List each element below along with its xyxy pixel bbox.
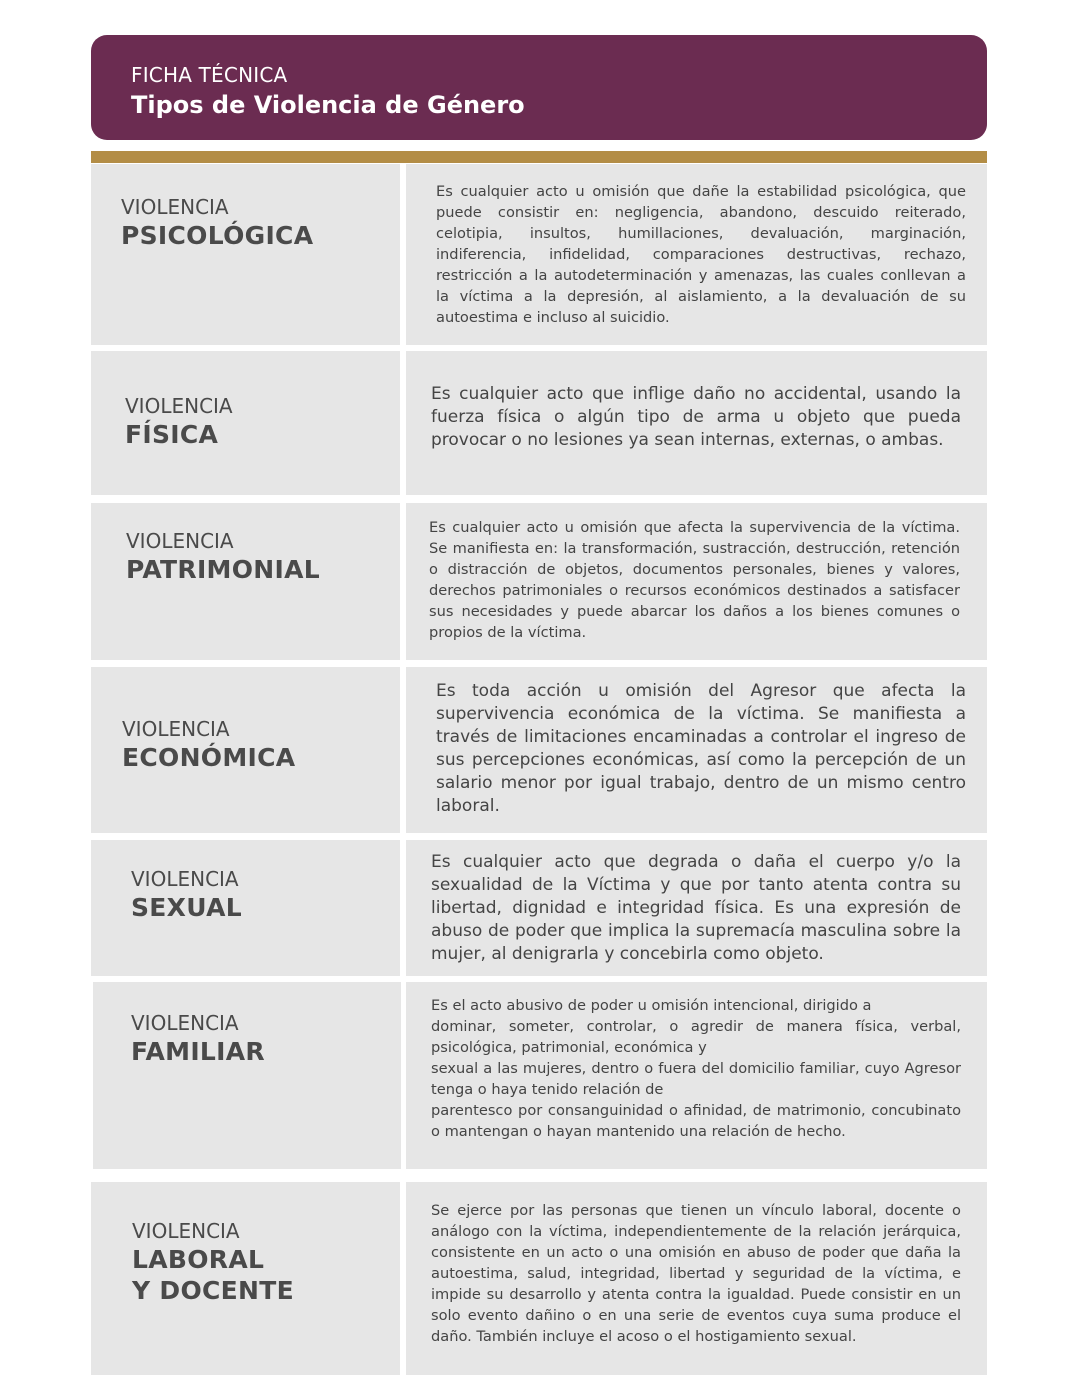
description-cell bbox=[406, 351, 987, 495]
type-description: Es toda acción u omisión del Agresor que afecta la supervivencia económica de la víctima. Se manifiesta a través de limitaciones encaminadas a controlar el ingreso de sus percepciones económicas, así como la percepción de un salario menor por igual trabajo, dentro de un mismo centro laboral. bbox=[436, 681, 966, 816]
type-label: VIOLENCIA bbox=[132, 1219, 240, 1243]
description-cell bbox=[406, 982, 987, 1169]
type-name: LABORAL bbox=[132, 1245, 265, 1274]
header-subtitle: FICHA TÉCNICA bbox=[131, 63, 288, 87]
violence-row-psicologica bbox=[91, 164, 987, 345]
type-label: VIOLENCIA bbox=[131, 867, 239, 891]
header-title: Tipos de Violencia de Género bbox=[131, 91, 525, 119]
violence-row-familiar bbox=[91, 982, 987, 1169]
type-cell bbox=[91, 840, 400, 976]
type-description: Es cualquier acto u omisión que afecta la supervivencia de la víctima. Se manifiesta en: la transformación, sustracción, destrucción, retención o distracción de objetos, documentos personales, bienes y valores, derechos patrimoniales o recursos económicos destinados a satisfacer sus necesidades y puede abarcar los daños a los bienes comunes o propios de la víctima. bbox=[429, 519, 960, 641]
type-description: Es cualquier acto que degrada o daña el cuerpo y/o la sexualidad de la Víctima y que por tanto atenta contra su libertad, dignidad e integridad física. Es una expresión de abuso de poder que implica la supremacía masculina sobre la mujer, al denigrarla y concebirla como objeto. bbox=[431, 852, 961, 964]
type-label: VIOLENCIA bbox=[122, 717, 230, 741]
type-name: Y DOCENTE bbox=[132, 1276, 294, 1305]
type-name: ECONÓMICA bbox=[122, 743, 296, 772]
description-cell bbox=[406, 164, 987, 345]
description-line: Es el acto abusivo de poder u omisión intencional, dirigido a bbox=[431, 997, 872, 1014]
description-cell bbox=[406, 667, 987, 833]
accent-divider bbox=[91, 151, 987, 163]
violence-row-fisica bbox=[91, 351, 987, 495]
description-line: parentesco por consanguinidad o afinidad, de matrimonio, concubinato o mantengan o hayan mantenido una relación de hecho. bbox=[431, 1102, 961, 1140]
type-description bbox=[431, 995, 961, 1142]
type-cell bbox=[91, 667, 400, 833]
type-cell bbox=[91, 503, 400, 660]
type-name: FÍSICA bbox=[125, 420, 219, 449]
type-label: VIOLENCIA bbox=[125, 394, 233, 418]
type-name: SEXUAL bbox=[131, 893, 242, 922]
type-description: Se ejerce por las personas que tienen un vínculo laboral, docente o análogo con la víctima, independientemente de la relación jerárquica, consistente en un acto o una omisión en abuso de poder que daña la autoestima, salud, integridad, libertad y seguridad de la víctima, e impide su desarrollo y atenta contra la igualdad. Puede consistir en un solo evento dañino o en una serie de eventos cuya suma produce el daño. También incluye el acoso o el hostigamiento sexual. bbox=[431, 1202, 961, 1345]
type-cell bbox=[91, 351, 400, 495]
type-description: Es cualquier acto u omisión que dañe la estabilidad psicológica, que puede consistir en: negligencia, abandono, descuido reiterado, celotipia, insultos, humillaciones, devaluación, marginación, indiferencia, infidelidad, comparaciones destructivas, rechazo, restricción a la autodeterminación y amenazas, las cuales conllevan a la víctima a la depresión, al aislamiento, a la devaluación de su autoestima e incluso al suicidio. bbox=[436, 183, 966, 326]
type-name: PATRIMONIAL bbox=[126, 555, 320, 584]
header-banner bbox=[91, 35, 987, 140]
violence-row-laboral-docente bbox=[91, 1182, 987, 1375]
type-cell bbox=[91, 1182, 400, 1375]
description-cell bbox=[406, 840, 987, 976]
description-line: sexual a las mujeres, dentro o fuera del domicilio familiar, cuyo Agresor tenga o haya tenido relación de bbox=[431, 1060, 961, 1098]
type-name: PSICOLÓGICA bbox=[121, 221, 314, 250]
description-line: dominar, someter, controlar, o agredir de manera física, verbal, psicológica, patrimonial, económica y bbox=[431, 1018, 961, 1056]
type-label: VIOLENCIA bbox=[121, 195, 229, 219]
violence-row-sexual bbox=[91, 840, 987, 976]
type-label: VIOLENCIA bbox=[131, 1011, 239, 1035]
type-label: VIOLENCIA bbox=[126, 529, 234, 553]
violence-row-economica bbox=[91, 667, 987, 833]
violence-row-patrimonial bbox=[91, 503, 987, 660]
type-description: Es cualquier acto que inflige daño no accidental, usando la fuerza física o algún tipo de arma u objeto que pueda provocar o no lesiones ya sean internas, externas, o ambas. bbox=[431, 384, 961, 450]
type-cell bbox=[93, 982, 401, 1169]
description-cell bbox=[406, 503, 987, 660]
description-cell bbox=[406, 1182, 987, 1375]
type-name: FAMILIAR bbox=[131, 1037, 265, 1066]
type-cell bbox=[91, 164, 400, 345]
